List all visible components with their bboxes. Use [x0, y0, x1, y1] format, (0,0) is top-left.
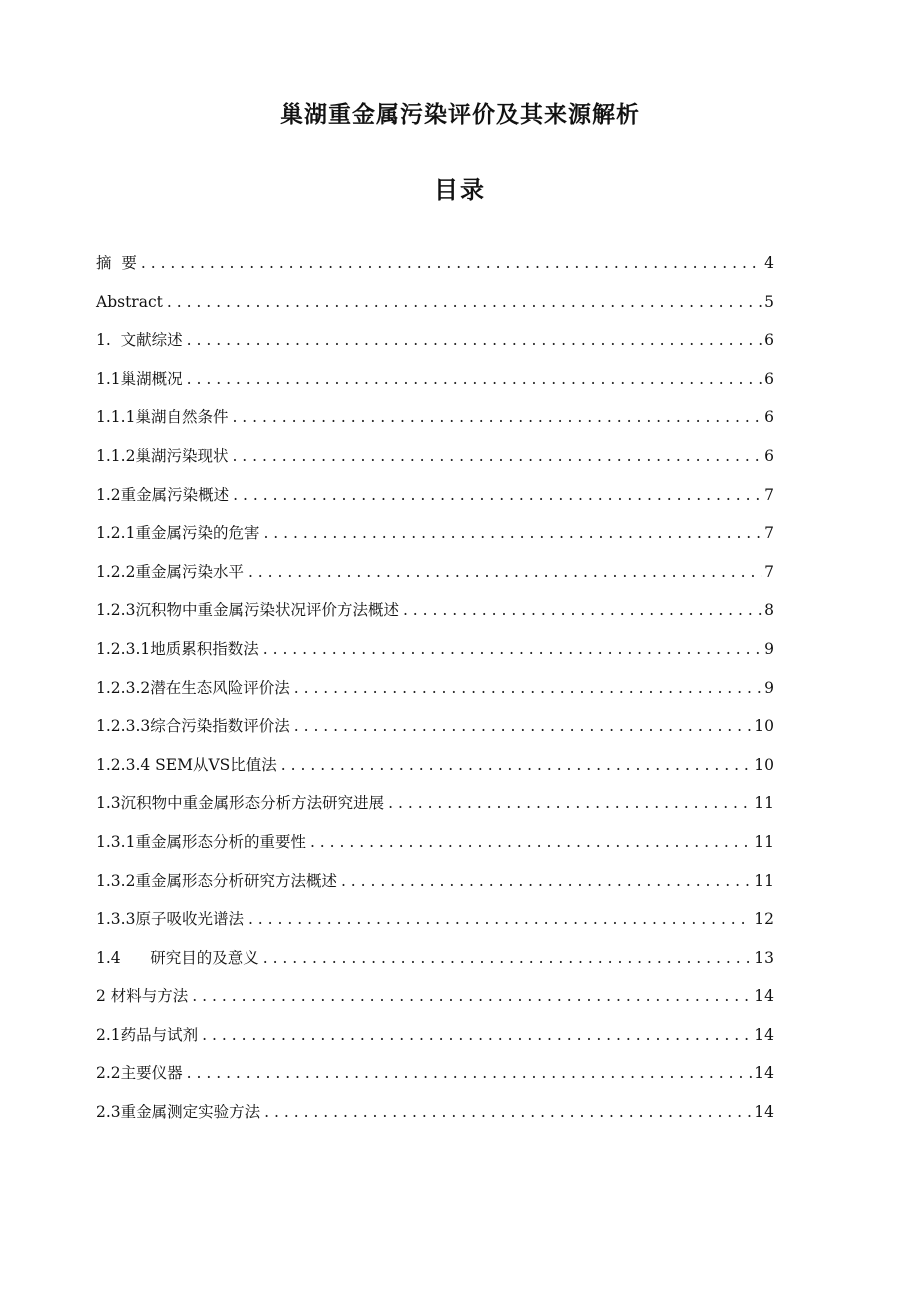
toc-entry-label: 1.2.3.4 SEM从VS比值法	[96, 755, 277, 774]
toc-entry-page-number: 14	[754, 1025, 774, 1044]
toc-entry[interactable]	[96, 476, 774, 515]
toc-dot-leader	[294, 707, 753, 746]
toc-entry[interactable]	[96, 244, 774, 283]
document-title: 巢湖重金属污染评价及其来源解析	[280, 102, 640, 128]
toc-entry-page-number: 6	[764, 446, 774, 465]
toc-dot-leader	[202, 1016, 752, 1055]
toc-entry[interactable]	[96, 746, 774, 785]
toc-entry[interactable]	[96, 321, 774, 360]
toc-entry-label: 1.1巢湖概况	[96, 369, 183, 388]
toc-entry-label: 2.2主要仪器	[96, 1064, 183, 1083]
toc-entry[interactable]	[96, 437, 774, 476]
toc-dot-leader	[248, 900, 752, 939]
toc-entry-page-number: 7	[764, 562, 774, 581]
toc-entry[interactable]	[96, 939, 774, 978]
toc-entry-label: 摘 要	[96, 254, 137, 272]
toc-dot-leader	[294, 669, 762, 708]
toc-entry[interactable]	[96, 360, 774, 399]
toc-entry-label: 1. 文献综述	[96, 331, 183, 350]
toc-entry-page-number: 6	[764, 408, 774, 427]
toc-entry-label: 1.4 研究目的及意义	[96, 948, 259, 967]
toc-entry[interactable]	[96, 862, 774, 901]
toc-entry-label: 1.2.1重金属污染的危害	[96, 524, 260, 543]
toc-entry-page-number: 14	[754, 1064, 774, 1083]
toc-entry-label: 1.2重金属污染概述	[96, 485, 230, 504]
toc-entry-label: 2.1药品与试剂	[96, 1025, 199, 1044]
toc-entry-label: 1.3.2重金属形态分析研究方法概述	[96, 871, 337, 890]
toc-entry-label: 1.2.3.1地质累积指数法	[96, 639, 259, 658]
toc-entry[interactable]	[96, 1093, 774, 1132]
toc-entry-label: 1.2.3.2潜在生态风险评价法	[96, 678, 290, 697]
toc-entry-page-number: 11	[754, 794, 774, 813]
toc-entry-label: 2.3重金属测定实验方法	[96, 1103, 261, 1122]
toc-entry-page-number: 11	[754, 871, 774, 890]
toc-entry-label: 1.2.3沉积物中重金属污染状况评价方法概述	[96, 601, 399, 620]
toc-entry-label: 1.3.3原子吸收光谱法	[96, 910, 244, 929]
toc-entry-page-number: 8	[764, 601, 774, 620]
toc-entry-page-number: 6	[764, 331, 774, 350]
toc-entry-page-number: 14	[754, 987, 774, 1006]
toc-dot-leader	[281, 746, 752, 785]
toc-entry-page-number: 9	[764, 678, 774, 697]
toc-entry[interactable]	[96, 283, 774, 322]
toc-dot-leader	[187, 1054, 753, 1093]
toc-dot-leader	[388, 784, 752, 823]
toc-entry[interactable]	[96, 553, 774, 592]
toc-entry-page-number: 10	[754, 755, 774, 774]
toc-entry-label: 1.2.3.3综合污染指数评价法	[96, 717, 290, 736]
toc-entry-page-number: 12	[754, 910, 774, 929]
toc-entry-label: 1.1.2巢湖污染现状	[96, 446, 229, 465]
toc-entry-page-number: 11	[754, 832, 774, 851]
toc-entry-page-number: 7	[764, 485, 774, 504]
toc-entry[interactable]	[96, 1054, 774, 1093]
toc-entry-page-number: 9	[764, 639, 774, 658]
toc-entry-page-number: 5	[764, 292, 774, 311]
toc-dot-leader	[263, 939, 753, 978]
toc-entry-label: Abstract	[96, 292, 163, 311]
toc-entry[interactable]	[96, 784, 774, 823]
toc-entry-page-number: 10	[754, 717, 774, 736]
toc-entry[interactable]	[96, 707, 774, 746]
toc-entry-label: 2 材料与方法	[96, 987, 189, 1006]
toc-entry[interactable]	[96, 669, 774, 708]
toc-entry-label: 1.1.1巢湖自然条件	[96, 408, 229, 427]
toc-dot-leader	[187, 321, 762, 360]
toc-entry[interactable]	[96, 823, 774, 862]
toc-dot-leader	[263, 630, 762, 669]
toc-entry[interactable]	[96, 591, 774, 630]
toc-entry-page-number: 6	[764, 369, 774, 388]
toc-entry[interactable]	[96, 630, 774, 669]
toc-entry[interactable]	[96, 1016, 774, 1055]
toc-dot-leader	[187, 360, 762, 399]
toc-entry-page-number: 13	[754, 948, 774, 967]
toc-entry[interactable]	[96, 900, 774, 939]
toc-heading: 目录	[434, 176, 486, 204]
toc-dot-leader	[263, 514, 762, 553]
toc-entry[interactable]	[96, 977, 774, 1016]
toc-entry-label: 1.3.1重金属形态分析的重要性	[96, 832, 306, 851]
toc-entry-page-number: 14	[754, 1103, 774, 1122]
toc-entry-label: 1.3沉积物中重金属形态分析方法研究进展	[96, 794, 385, 813]
toc-dot-leader	[341, 862, 752, 901]
toc-dot-leader	[232, 398, 762, 437]
toc-dot-leader	[310, 823, 752, 862]
toc-dot-leader	[233, 476, 762, 515]
toc-dot-leader	[141, 244, 762, 283]
toc-entry-page-number: 4	[764, 254, 774, 272]
table-of-contents	[96, 244, 774, 1132]
toc-dot-leader	[192, 977, 752, 1016]
toc-entry-label: 1.2.2重金属污染水平	[96, 562, 244, 581]
toc-dot-leader	[264, 1093, 752, 1132]
toc-dot-leader	[167, 283, 762, 322]
toc-entry[interactable]	[96, 514, 774, 553]
toc-dot-leader	[403, 591, 762, 630]
toc-dot-leader	[248, 553, 762, 592]
toc-entry-page-number: 7	[764, 524, 774, 543]
toc-entry[interactable]	[96, 398, 774, 437]
toc-dot-leader	[232, 437, 762, 476]
